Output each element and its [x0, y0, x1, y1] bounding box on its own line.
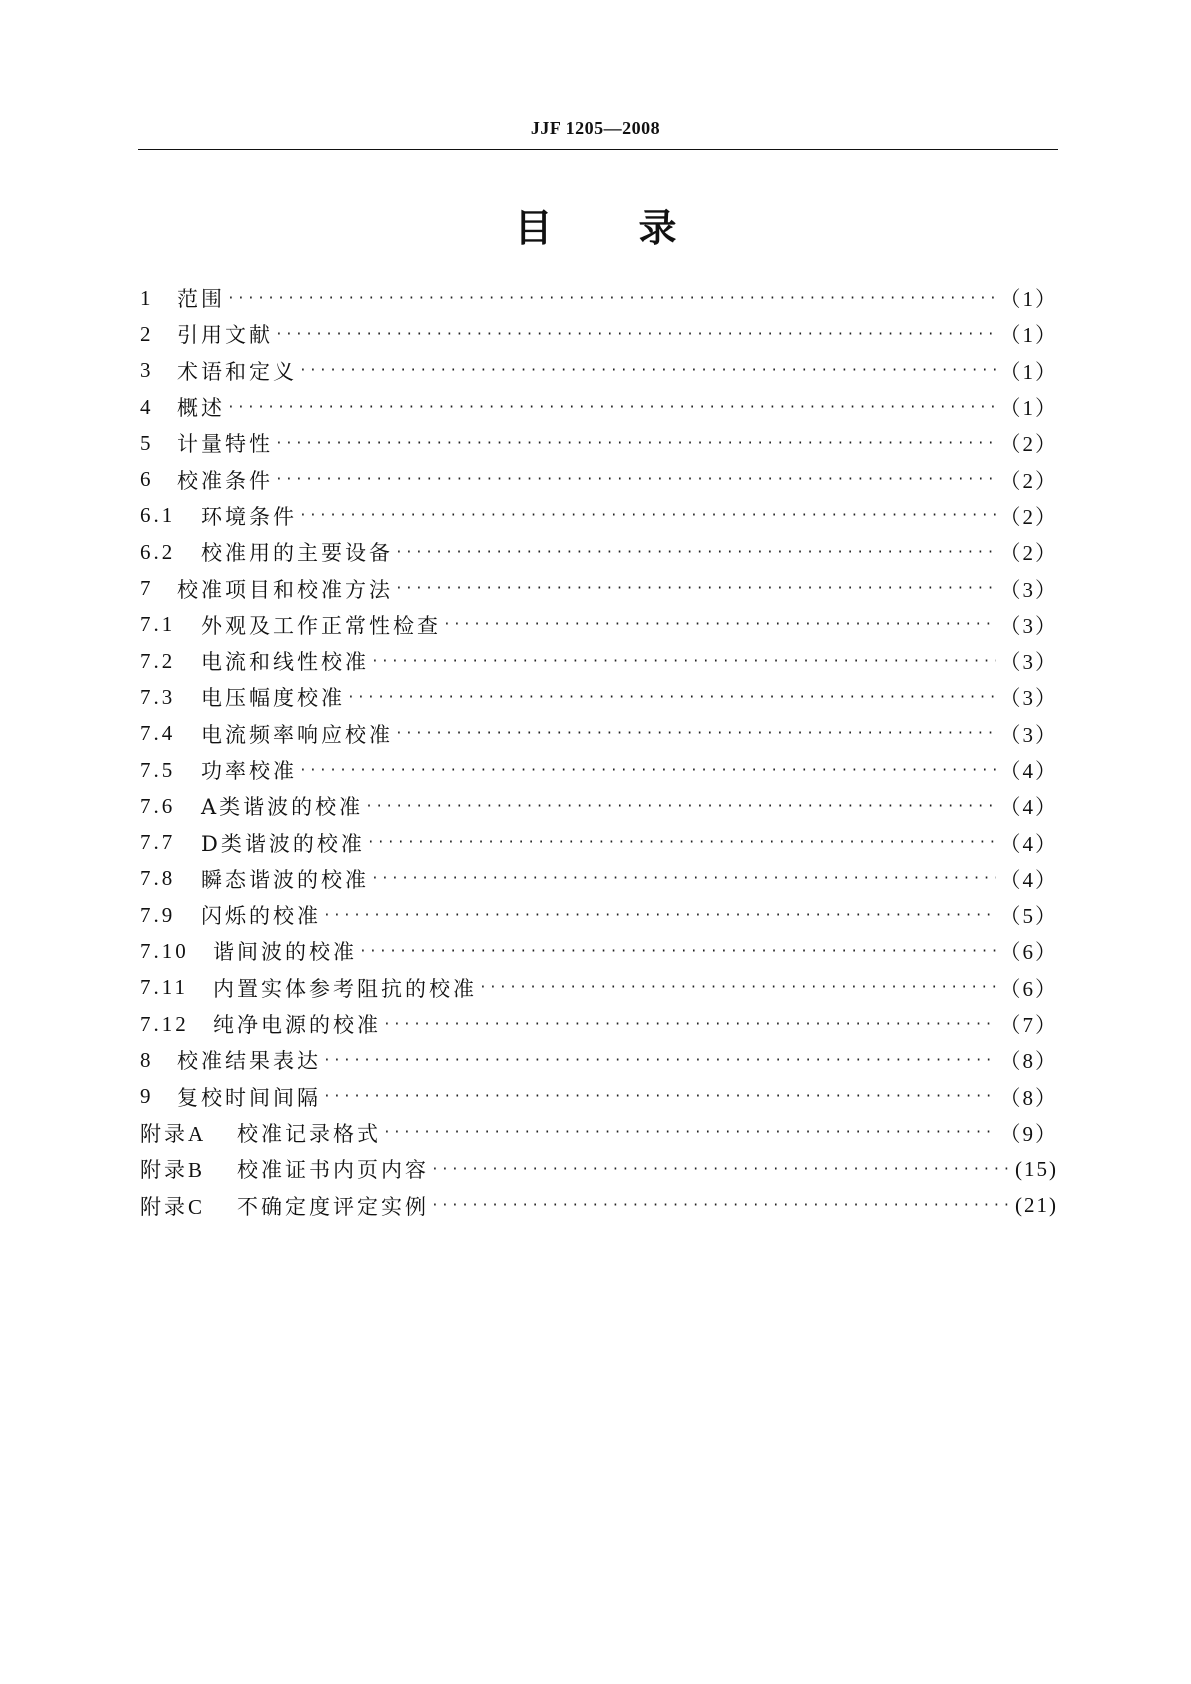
toc-entry[interactable]: [140, 425, 1058, 461]
title-char-1: 目: [514, 206, 553, 250]
toc-entry-number: 5: [140, 430, 154, 455]
toc-entry[interactable]: [140, 1115, 1058, 1151]
toc-entry-number: 6.2: [140, 539, 176, 564]
toc-entry-number: 8: [140, 1047, 154, 1072]
toc-entry-page: （4）: [999, 795, 1058, 820]
toc-entry-page: （2）: [999, 504, 1058, 529]
dot-leader: [227, 400, 996, 415]
toc-entry-number: 7.12: [140, 1011, 189, 1036]
toc-entry-page: （3）: [999, 686, 1058, 711]
toc-entry-label: 引用文献: [177, 323, 273, 348]
toc-entry[interactable]: [140, 824, 1058, 860]
toc-entry-label: 计量特性: [177, 432, 273, 457]
table-of-contents: [140, 280, 1058, 1224]
dot-leader: [479, 980, 996, 995]
toc-entry-number: 7: [140, 576, 154, 601]
dot-leader: [323, 1089, 996, 1104]
toc-entry-page: （6）: [999, 976, 1058, 1001]
toc-entry-label: 闪烁的校准: [201, 904, 321, 929]
dot-leader: [383, 1017, 996, 1032]
toc-entry-page: (15): [1015, 1156, 1058, 1181]
toc-entry-page: （9）: [999, 1121, 1058, 1146]
toc-entry-page: （2）: [999, 468, 1058, 493]
header-divider: [138, 149, 1058, 150]
dot-leader: [395, 545, 996, 560]
toc-entry-page: （4）: [999, 831, 1058, 856]
toc-entry-label: A类谐波的校准: [201, 795, 364, 820]
dot-leader: [365, 799, 995, 814]
dot-leader: [367, 835, 996, 850]
toc-entry-page: （3）: [999, 650, 1058, 675]
dot-leader: [275, 472, 996, 487]
toc-entry[interactable]: [140, 498, 1058, 534]
toc-entry-label: 校准条件: [177, 468, 273, 493]
toc-entry-label: D类谐波的校准: [201, 831, 365, 856]
dot-leader: [347, 690, 996, 705]
toc-entry-label: 瞬态谐波的校准: [201, 867, 369, 892]
toc-entry-label: 环境条件: [201, 504, 297, 529]
toc-entry-page: （8）: [999, 1049, 1058, 1074]
dot-leader: [359, 944, 996, 959]
toc-entry-number: 1: [140, 285, 154, 310]
toc-entry-label: 电流和线性校准: [201, 650, 369, 675]
toc-entry[interactable]: [140, 970, 1058, 1006]
toc-entry-number: 附录A: [140, 1121, 207, 1146]
dot-leader: [227, 291, 996, 306]
toc-entry[interactable]: [140, 461, 1058, 497]
toc-entry-page: （6）: [999, 940, 1058, 965]
toc-entry[interactable]: [140, 389, 1058, 425]
toc-entry-label: 术语和定义: [177, 359, 297, 384]
toc-entry-number: 9: [140, 1084, 154, 1109]
toc-entry-label: 复校时间间隔: [177, 1085, 321, 1110]
toc-entry-number: 3: [140, 358, 154, 383]
toc-entry-label: 范围: [177, 287, 225, 312]
toc-entry-page: （5）: [999, 904, 1058, 929]
toc-entry[interactable]: [140, 1042, 1058, 1078]
dot-leader: [299, 763, 996, 778]
toc-entry-label: 功率校准: [201, 759, 297, 783]
toc-entry[interactable]: [140, 643, 1058, 679]
toc-entry[interactable]: [140, 280, 1058, 316]
toc-entry-label: 不确定度评定实例: [237, 1194, 429, 1219]
toc-entry-page: （2）: [999, 432, 1058, 457]
toc-entry-number: 7.11: [140, 975, 188, 1000]
page-title: [0, 197, 1191, 252]
toc-entry-number: 7.3: [140, 684, 176, 709]
toc-entry-label: 电流频率响应校准: [201, 722, 393, 747]
toc-entry-label: 内置实体参考阻抗的校准: [213, 976, 477, 1001]
dot-leader: [431, 1198, 1008, 1213]
toc-entry-number: 6: [140, 467, 154, 492]
toc-entry[interactable]: [140, 1187, 1058, 1223]
toc-entry[interactable]: [140, 353, 1058, 389]
dot-leader: [431, 1162, 1008, 1177]
toc-entry-page: （8）: [999, 1085, 1058, 1110]
toc-entry-number: 7.8: [140, 866, 176, 891]
toc-entry[interactable]: [140, 316, 1058, 352]
toc-entry-label: 校准用的主要设备: [201, 541, 393, 566]
toc-entry-label: 校准结果表达: [177, 1049, 321, 1074]
toc-entry-page: （4）: [999, 867, 1058, 892]
toc-entry[interactable]: [140, 897, 1058, 933]
toc-entry-number: 7.7: [140, 830, 176, 855]
toc-entry-number: 6.1: [140, 503, 176, 528]
toc-entry[interactable]: [140, 534, 1058, 570]
toc-entry[interactable]: [140, 716, 1058, 752]
document-code: JJF 1205—2008: [530, 118, 661, 138]
title-char-2: 录: [638, 206, 677, 250]
toc-entry[interactable]: [140, 1006, 1058, 1042]
dot-leader: [299, 363, 996, 378]
toc-entry[interactable]: [140, 933, 1058, 969]
toc-entry-number: 7.1: [140, 612, 176, 637]
toc-entry-page: （1）: [999, 287, 1058, 312]
toc-entry-page: （1）: [999, 396, 1058, 421]
dot-leader: [443, 617, 996, 632]
toc-entry[interactable]: [140, 1151, 1058, 1187]
toc-entry[interactable]: [140, 607, 1058, 643]
toc-entry-page: （1）: [999, 323, 1058, 348]
toc-entry[interactable]: [140, 1079, 1058, 1115]
toc-entry-page: （7）: [999, 1013, 1058, 1038]
toc-entry[interactable]: [140, 861, 1058, 897]
toc-entry-page: （1）: [999, 359, 1058, 384]
toc-entry[interactable]: [140, 788, 1058, 824]
toc-entry[interactable]: [140, 679, 1058, 715]
toc-entry-label: 外观及工作正常性检查: [201, 613, 441, 638]
toc-entry-number: 7.10: [140, 938, 189, 963]
toc-entry-label: 谐间波的校准: [213, 940, 357, 965]
toc-entry-number: 7.2: [140, 648, 176, 673]
toc-entry-number: 4: [140, 394, 154, 419]
toc-entry-label: 校准项目和校准方法: [177, 577, 393, 602]
toc-entry-number: 7.5: [140, 757, 176, 782]
toc-entry[interactable]: [140, 570, 1058, 606]
toc-entry-page: （3）: [999, 613, 1058, 638]
toc-entry-page: （3）: [999, 577, 1058, 602]
toc-entry-page: （4）: [999, 759, 1058, 783]
dot-leader: [395, 581, 996, 596]
toc-entry-label: 校准证书内页内容: [237, 1158, 429, 1183]
toc-entry-number: 2: [140, 321, 154, 346]
dot-leader: [275, 327, 996, 342]
toc-entry-page: （2）: [999, 541, 1058, 566]
dot-leader: [383, 1125, 996, 1140]
toc-entry-number: 7.9: [140, 902, 176, 927]
toc-entry-page: （3）: [999, 722, 1058, 747]
dot-leader: [275, 436, 996, 451]
dot-leader: [323, 908, 996, 923]
toc-entry-label: 校准记录格式: [237, 1121, 381, 1146]
dot-leader: [371, 871, 996, 886]
toc-entry-page: (21): [1015, 1193, 1058, 1218]
toc-entry-number: 7.6: [140, 793, 176, 818]
dot-leader: [395, 726, 996, 741]
toc-entry-number: 附录C: [140, 1194, 206, 1219]
dot-leader: [323, 1053, 996, 1068]
toc-entry-number: 附录B: [140, 1158, 206, 1183]
toc-entry-label: 纯净电源的校准: [213, 1013, 381, 1038]
toc-entry[interactable]: [140, 752, 1058, 788]
toc-entry-label: 概述: [177, 396, 225, 421]
toc-entry-label: 电压幅度校准: [201, 686, 345, 711]
toc-entry-number: 7.4: [140, 721, 176, 746]
dot-leader: [299, 508, 996, 523]
dot-leader: [371, 654, 996, 669]
